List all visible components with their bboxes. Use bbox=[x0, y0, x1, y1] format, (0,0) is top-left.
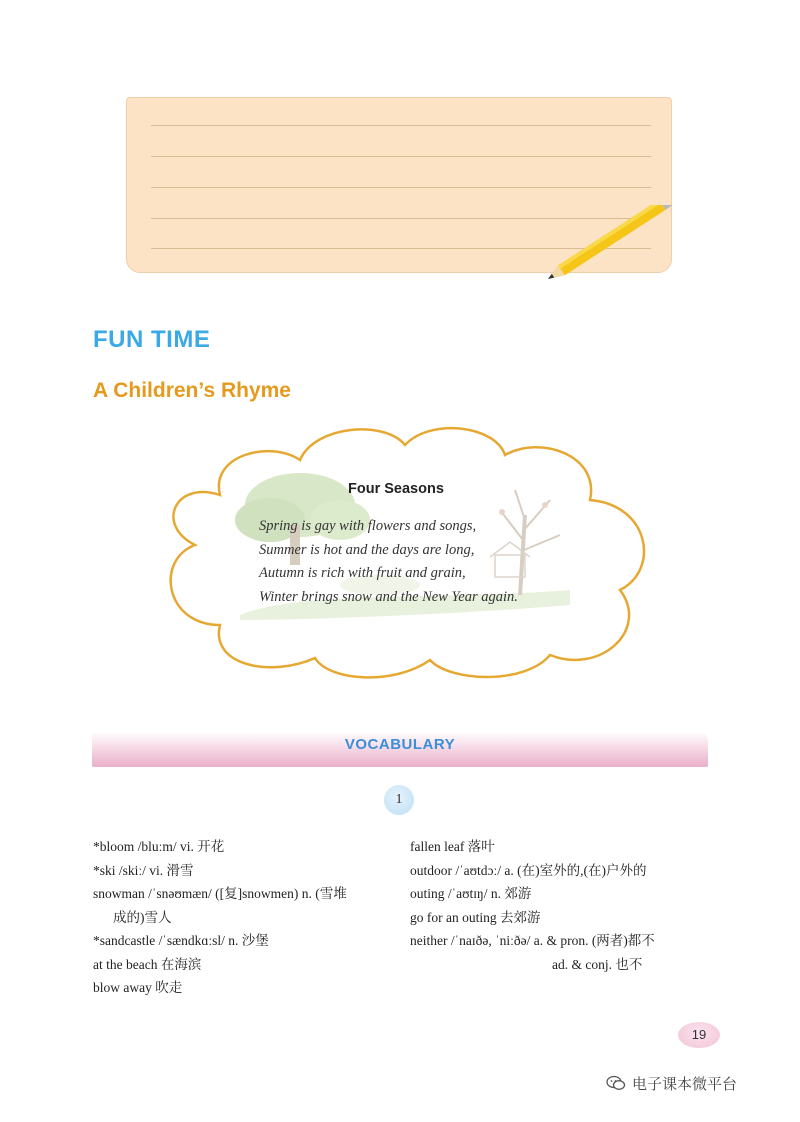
vocab-entry: snowman /ˈsnəʊmæn/ ([复]snowmen) n. (雪堆 bbox=[93, 886, 347, 901]
vocab-entry-continuation: ad. & conj. 也不 bbox=[552, 956, 643, 972]
section-title: FUN TIME bbox=[93, 326, 211, 353]
wechat-icon bbox=[606, 1075, 626, 1091]
watermark-text: 电子课本微平台 bbox=[632, 1075, 738, 1093]
unit-badge: 1 bbox=[384, 785, 414, 815]
poem-line: Autumn is rich with fruit and grain, bbox=[259, 565, 466, 581]
watermark bbox=[606, 1073, 737, 1094]
vocabulary-heading: VOCABULARY bbox=[344, 736, 456, 753]
vocab-entry: *ski /skiː/ vi. 滑雪 bbox=[93, 862, 194, 878]
vocab-entry: *sandcastle /ˈsændkɑːsl/ n. 沙堡 bbox=[93, 933, 269, 948]
vocab-entry: outing /ˈaʊtɪŋ/ n. 郊游 bbox=[410, 886, 532, 901]
vocab-entry-continuation: 成的)雪人 bbox=[113, 909, 172, 925]
vocabulary-left-column bbox=[93, 835, 347, 1000]
vocabulary-right-column bbox=[410, 835, 655, 976]
vocab-entry: fallen leaf 落叶 bbox=[410, 839, 495, 854]
subtitle: A Children’s Rhyme bbox=[93, 379, 291, 402]
note-line bbox=[151, 187, 651, 188]
vocab-entry: go for an outing 去郊游 bbox=[410, 909, 541, 925]
note-line bbox=[151, 156, 651, 157]
vocab-entry: at the beach 在海滨 bbox=[93, 956, 202, 972]
poem-line: Spring is gay with flowers and songs, bbox=[259, 518, 477, 534]
note-line bbox=[151, 125, 651, 126]
page-number: 19 bbox=[678, 1022, 720, 1048]
poem-line: Winter brings snow and the New Year again. bbox=[259, 588, 518, 605]
poem-text bbox=[259, 515, 518, 609]
vocab-entry: neither /ˈnaɪðə, ˈniːðə/ a. & pron. (两者)都不 bbox=[410, 933, 655, 948]
pencil-icon bbox=[540, 205, 700, 295]
vocab-entry: *bloom /bluːm/ vi. 开花 bbox=[93, 839, 225, 854]
poem-line: Summer is hot and the days are long, bbox=[259, 541, 475, 558]
vocab-entry: outdoor /ˈaʊtdɔː/ a. (在)室外的,(在)户外的 bbox=[410, 862, 647, 878]
vocabulary-banner bbox=[92, 731, 708, 767]
poem-title: Four Seasons bbox=[348, 481, 444, 497]
vocab-entry: blow away 吹走 bbox=[93, 980, 183, 995]
